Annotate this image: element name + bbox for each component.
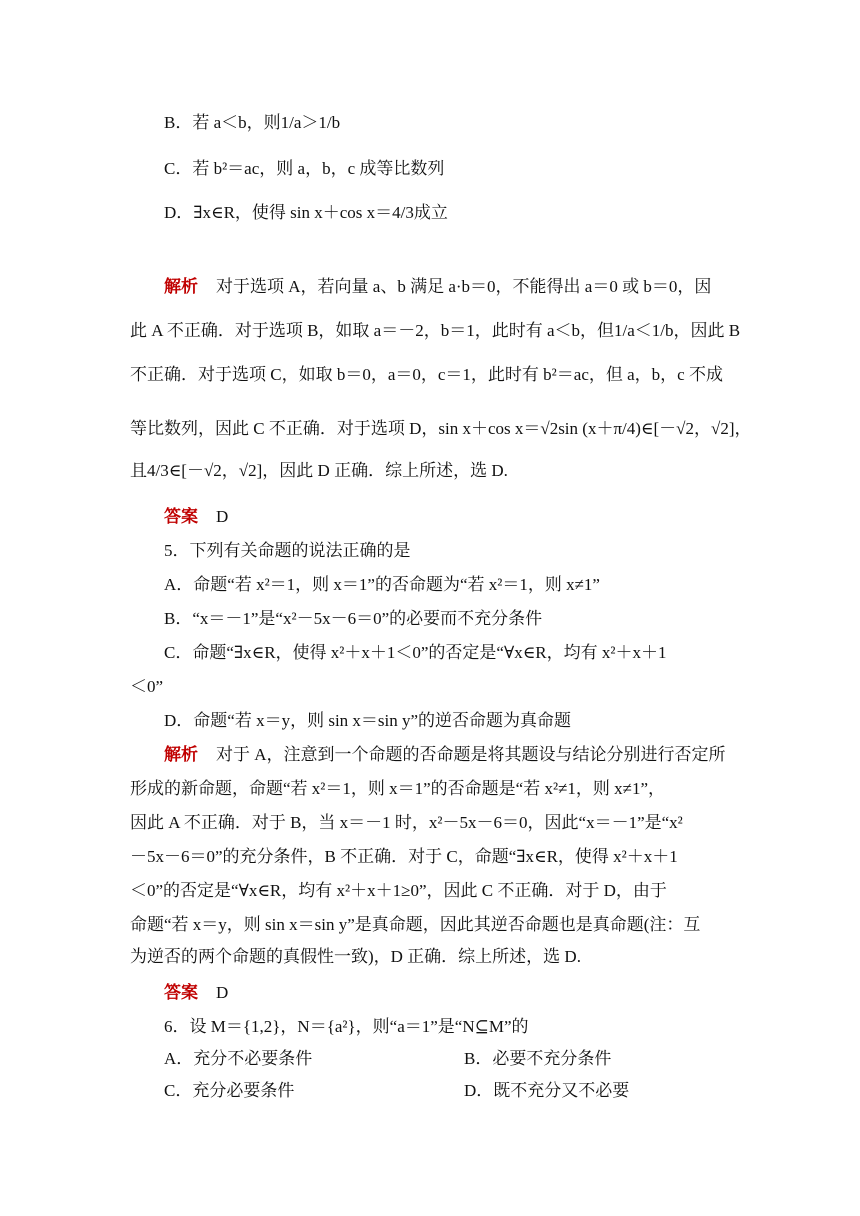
q5-solution-line-1: 解析 对于 A，注意到一个命题的否命题是将其题设与结论分别进行否定所 [164,745,726,764]
q4-option-c: C．若 b²＝ac，则 a，b，c 成等比数列 [164,159,445,178]
q4-option-d: D．∃x∈R，使得 sin x＋cos x＝4/3成立 [164,203,448,222]
q5-solution-line-4: －5x－6＝0”的充分条件，B 不正确．对于 C，命题“∃x∈R，使得 x²＋x＋1 [130,847,678,866]
q5-option-d: D．命题“若 x＝y，则 sin x＝sin y”的逆否命题为真命题 [164,711,572,730]
q5-solution-line-6: 命题“若 x＝y，则 sin x＝sin y”是真命题，因此其逆否命题也是真命题(注：互 [130,915,701,934]
q5-stem: 5．下列有关命题的说法正确的是 [164,541,411,560]
q5-option-b: B．“x＝－1”是“x²－5x－6＝0”的必要而不充分条件 [164,609,543,628]
q5-option-c-cont: ＜0” [130,677,164,696]
q5-option-a: A．命题“若 x²＝1，则 x＝1”的否命题为“若 x²＝1，则 x≠1” [164,575,600,594]
q6-option-b: B．必要不充分条件 [464,1049,612,1068]
answer-value: D [216,507,229,526]
q5-solution-line-7: 为逆否的两个命题的真假性一致)，D 正确．综上所述，选 D. [130,947,581,966]
q5-answer [164,982,228,1004]
q6-option-d: D．既不充分又不必要 [464,1081,630,1100]
q4-option-b: B．若 a＜b，则1/a＞1/b [164,113,341,132]
q4-solution-line-5: 且4/3∈[－√2，√2]，因此 D 正确．综上所述，选 D. [130,461,508,480]
answer-label: 答案 [164,983,198,1002]
q4-solution-line-1: 解析 对于选项 A，若向量 a、b 满足 a·b＝0，不能得出 a＝0 或 b＝0，因 [164,277,712,296]
answer-value: D [216,983,229,1002]
q6-option-a: A．充分不必要条件 [164,1049,313,1068]
solution-label: 解析 [164,745,198,764]
q6-stem: 6．设 M＝{1,2}，N＝{a²}，则“a＝1”是“N⊆M”的 [164,1017,529,1036]
q5-option-c: C．命题“∃x∈R，使得 x²＋x＋1＜0”的否定是“∀x∈R，均有 x²＋x＋1 [164,643,667,662]
q4-solution-line-3: 不正确．对于选项 C，如取 b＝0，a＝0，c＝1，此时有 b²＝ac，但 a，b，c 不成 [130,365,723,384]
q4-solution-line-2: 此 A 不正确．对于选项 B，如取 a＝－2，b＝1，此时有 a＜b，但1/a＜1/b，因此 B [130,321,741,340]
q5-solution-line-3: 因此 A 不正确．对于 B，当 x＝－1 时，x²－5x－6＝0，因此“x＝－1”是“x² [130,813,683,832]
q4-solution-line-4: 等比数列，因此 C 不正确．对于选项 D，sin x＋cos x＝√2sin (x＋π/4)∈[－√2，√2]， [130,419,752,438]
solution-label: 解析 [164,277,198,296]
q5-solution-line-2: 形成的新命题，命题“若 x²＝1，则 x＝1”的否命题是“若 x²≠1，则 x≠1”， [130,779,666,798]
q5-solution-line-5: ＜0”的否定是“∀x∈R，均有 x²＋x＋1≥0”，因此 C 不正确．对于 D，由于 [130,881,667,900]
q4-answer [164,506,228,528]
answer-label: 答案 [164,507,198,526]
q6-option-c: C．充分必要条件 [164,1081,295,1100]
